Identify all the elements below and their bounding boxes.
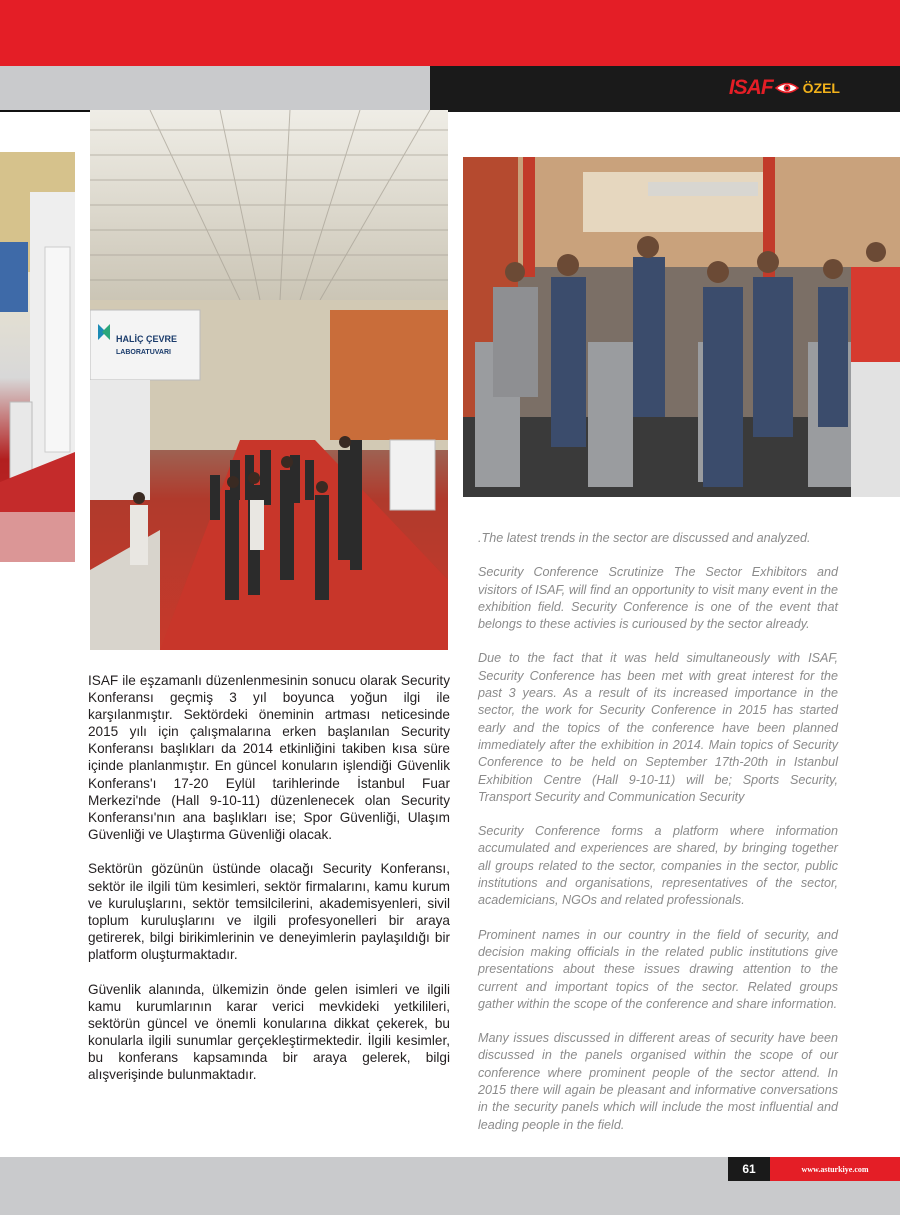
exhibition-photo-left bbox=[0, 152, 75, 562]
english-paragraph-2: Due to the fact that it was held simultaneously with ISAF, Security Conference has been met with great interest for the past 3 years. As a result of its increased importance in the sector, the work for Security Conference in 2015 has started early and the topics of the conference have been planned immediately after the exhibition in 2014. Main topics of Security Conference to be held on September 17th-20th in Istanbul Exhibition Centre (Hall 9-10-11) will be; Sports Security, Transport Security and Communication Security bbox=[478, 651, 838, 804]
turnstile-entrance-photo bbox=[463, 157, 900, 497]
english-paragraph-5: Many issues discussed in different areas of security have been discussed in the panels organised within the scope of our conference where prominent people of the sector attend. In 2015 there will again be pleasant and informative conversations in the security panels which will include the most influential and leading people in the field. bbox=[478, 1031, 838, 1132]
isaf-ozel-logo bbox=[729, 74, 840, 102]
brand-tag: ÖZEL bbox=[802, 80, 840, 96]
english-paragraph-4: Prominent names in our country in the field of security, and decision making officials in the related public institutions give presentations about these issues drawing attention to the current and important topics of the sector. Related groups gather within the scope of the conference and share information. bbox=[478, 927, 838, 1011]
english-paragraph-0: .The latest trends in the sector are discussed and analyzed. bbox=[478, 531, 811, 545]
eye-icon bbox=[775, 81, 799, 95]
english-article-column bbox=[478, 530, 838, 1151]
turkish-article-column bbox=[88, 672, 450, 1101]
header-gray-strip bbox=[0, 66, 430, 112]
main-sign-sub: LABORATUVARI bbox=[116, 349, 171, 356]
page-number: 61 bbox=[728, 1157, 770, 1181]
english-paragraph-1: Security Conference Scrutinize The Sector Exhibitors and visitors of ISAF, will find an opportunity to visit many event in the exhibition field. Security Conference is one of the event that belongs to these activies is curioused by the sector already. bbox=[478, 565, 838, 632]
website-link[interactable]: www.asturkiye.com bbox=[770, 1157, 900, 1181]
brand-name: ISAF bbox=[728, 76, 773, 99]
english-paragraph-3: Security Conference forms a platform where information accumulated and experiences are shared, by bringing together all groups related to the sector, companies in the sector, public institutions and organisations, representatives of the sector, academicians, NGOs and related professionals. bbox=[478, 824, 838, 908]
exhibition-hall-photo bbox=[90, 110, 448, 650]
turkish-paragraph-3: Güvenlik alanında, ülkemizin önde gelen isimleri ve ilgili kamu kurumlarının karar verici mevkideki yetkilileri, sektörün güncel ve önemli konularına dikkat çekerek, bu konularla ilgili sunumlar gerçekleştirmektedir. İlgili kesimler, bu konferans kapsamında bir araya gelerek, bilgi alışverişinde bulunmaktadır. bbox=[88, 981, 450, 1082]
turkish-paragraph-1: ISAF ile eşzamanlı düzenlenmesinin sonucu olarak Security Konferansı geçmiş 3 yıl boyunca yoğun ilgi ile karşılanmıştır. Sektördeki öneminin artması neticesinde 2015 yılı için çalışmalarına erken başlanılan Security Konferansı başlıkları da 2014 etkinliğini takiben kısa süre içinde planlanmıştır. En güncel konuların işlendiği Güvenlik Konferans'ı 17-20 Eylül tarihlerinde İstanbul Fuar Merkezi'nde (Hall 9-10-11) düzenlenecek olan Security Konferansı'nın ana başlıkları ise; Spor Güvenliği, Ulaşım Güvenliği ve Ulaştırma Güvenliği olacak. bbox=[88, 673, 450, 842]
top-red-banner bbox=[0, 0, 900, 66]
main-sign-title: HALİÇ ÇEVRE bbox=[116, 334, 178, 344]
turkish-paragraph-2: Sektörün gözünün üstünde olacağı Security Konferansı, sektör ile ilgili tüm kesimleri, sektör firmalarını, kamu kurum ve kuruluşlarını, sektör temsilcilerini, akademisyenleri, sivil toplum kuruluşlarını ve ilgili profesyonelleri bir araya getirerek, bilgi birikimlerinin ve deneyimlerin paylaşıldığı bir platform oluşturmaktadır. bbox=[88, 861, 450, 962]
